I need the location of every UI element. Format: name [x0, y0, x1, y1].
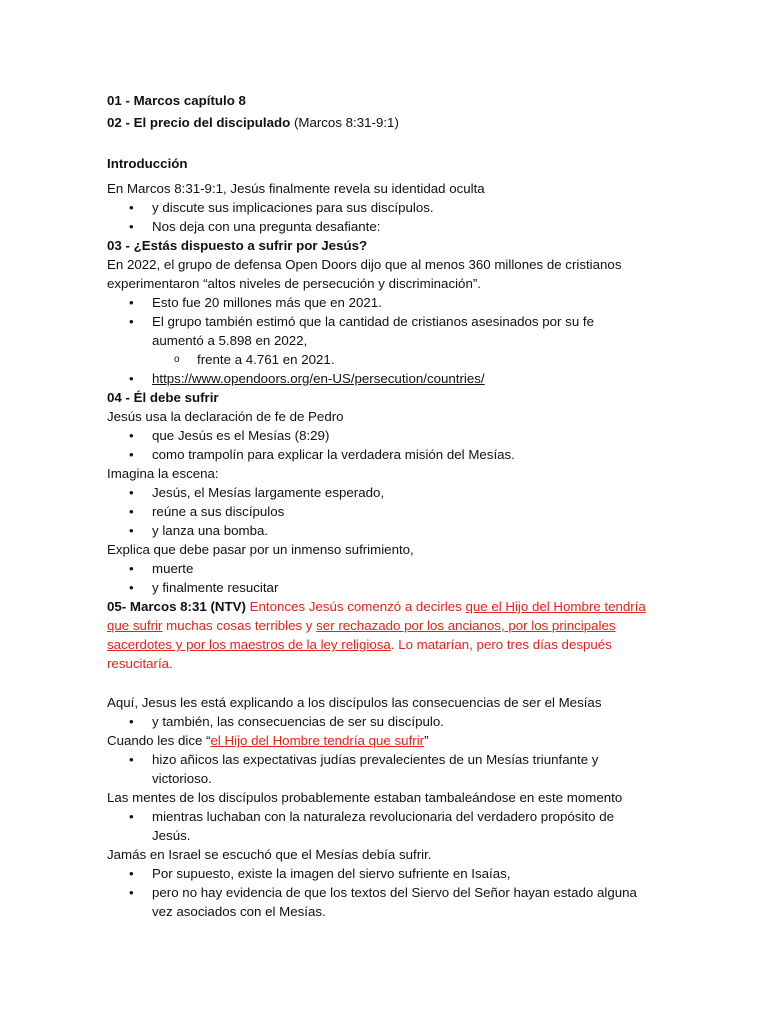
list-item: • pero no hay evidencia de que los textos del Siervo del Señor hayan estado alguna vez asociados con el Mesías.: [129, 885, 637, 919]
section-04-paragraph: Explica que debe pasar por un inmenso sufrimiento,: [107, 542, 414, 557]
bullet-icon: •: [129, 295, 134, 310]
document-body: [107, 91, 667, 921]
bullet-icon: •: [129, 523, 134, 538]
list-item: • muerte: [129, 561, 194, 576]
opendoors-link[interactable]: https://www.opendoors.org/en-US/persecution/countries/: [152, 371, 485, 386]
paragraph-cuando: Cuando les dice “el Hijo del Hombre tendría que sufrir”: [107, 733, 429, 748]
list-item: • Jesús, el Mesías largamente esperado,: [129, 485, 385, 500]
section-04-heading: 04 - Él debe sufrir: [107, 390, 219, 405]
bullet-icon: •: [129, 885, 134, 900]
list-item: • El grupo también estimó que la cantidad de cristianos asesinados por su fe aumentó a 5.898 en 2022,: [129, 314, 595, 348]
list-item: • y finalmente resucitar: [129, 580, 279, 595]
heading-02-ref: (Marcos 8:31-9:1): [290, 115, 399, 130]
bullet-icon: •: [129, 485, 134, 500]
bullet-icon: •: [129, 200, 134, 215]
list-item: • y discute sus implicaciones para sus discípulos.: [129, 200, 434, 215]
intro-heading: Introducción: [107, 156, 188, 171]
sub-list-item: o frente a 4.761 en 2021.: [174, 352, 335, 367]
bullet-icon: •: [129, 714, 134, 729]
section-04-paragraph: Jesús usa la declaración de fe de Pedro: [107, 409, 344, 424]
intro-text: En Marcos 8:31-9:1, Jesús finalmente revela su identidad oculta: [107, 181, 485, 196]
bullet-icon: •: [129, 752, 134, 767]
list-item: • reúne a sus discípulos: [129, 504, 285, 519]
bullet-icon: •: [129, 809, 134, 824]
list-item: • y lanza una bomba.: [129, 523, 269, 538]
section-04-paragraph: Imagina la escena:: [107, 466, 219, 481]
list-item: • Esto fue 20 millones más que en 2021.: [129, 295, 382, 310]
section-03-paragraph: En 2022, el grupo de defensa Open Doors dijo que al menos 360 millones de cristianos experimentaron “altos niveles de persecución y discriminación”.: [107, 257, 622, 291]
heading-02-title: 02 - El precio del discipulado: [107, 115, 291, 130]
list-item: • hizo añicos las expectativas judías prevalecientes de un Mesías triunfante y victorioso.: [129, 752, 599, 786]
section-05-quote: 05- Marcos 8:31 (NTV) Entonces Jesús comenzó a decirles que el Hijo del Hombre tendría que sufrir muchas cosas terribles y ser rechazado por los ancianos, por los principales sacerdotes y por los maestros de la ley religiosa. Lo matarían, pero tres días después resucitaría.: [107, 599, 646, 671]
bullet-icon: •: [129, 561, 134, 576]
bullet-icon: •: [129, 504, 134, 519]
list-item: • Por supuesto, existe la imagen del siervo sufriente en Isaías,: [129, 866, 511, 881]
heading-02: [107, 113, 667, 132]
list-item: • mientras luchaban con la naturaleza revolucionaria del verdadero propósito de Jesús.: [129, 809, 614, 843]
paragraph-jamas: Jamás en Israel se escuchó que el Mesías debía sufrir.: [107, 847, 432, 862]
section-03-heading: 03 - ¿Estás dispuesto a sufrir por Jesús?: [107, 238, 368, 253]
bullet-icon: •: [129, 371, 134, 386]
list-item: • y también, las consecuencias de ser su discípulo.: [129, 714, 444, 729]
heading-01: 01 - Marcos capítulo 8: [107, 93, 246, 108]
list-item: • que Jesús es el Mesías (8:29): [129, 428, 330, 443]
list-item: • Nos deja con una pregunta desafiante:: [129, 219, 381, 234]
bullet-icon: •: [129, 219, 134, 234]
bullet-icon: •: [129, 447, 134, 462]
list-item: [107, 369, 667, 388]
bullet-icon: •: [129, 866, 134, 881]
bullet-icon: •: [129, 314, 134, 329]
paragraph-aqui: Aquí, Jesus les está explicando a los discípulos las consecuencias de ser el Mesías: [107, 695, 602, 710]
section-05-label: 05- Marcos 8:31 (NTV): [107, 599, 246, 614]
list-item: • como trampolín para explicar la verdadera misión del Mesías.: [129, 447, 515, 462]
bullet-icon: •: [129, 580, 134, 595]
circle-bullet-icon: o: [174, 354, 180, 365]
bullet-icon: •: [129, 428, 134, 443]
paragraph-mentes: Las mentes de los discípulos probablemente estaban tambaleándose en este momento: [107, 790, 623, 805]
